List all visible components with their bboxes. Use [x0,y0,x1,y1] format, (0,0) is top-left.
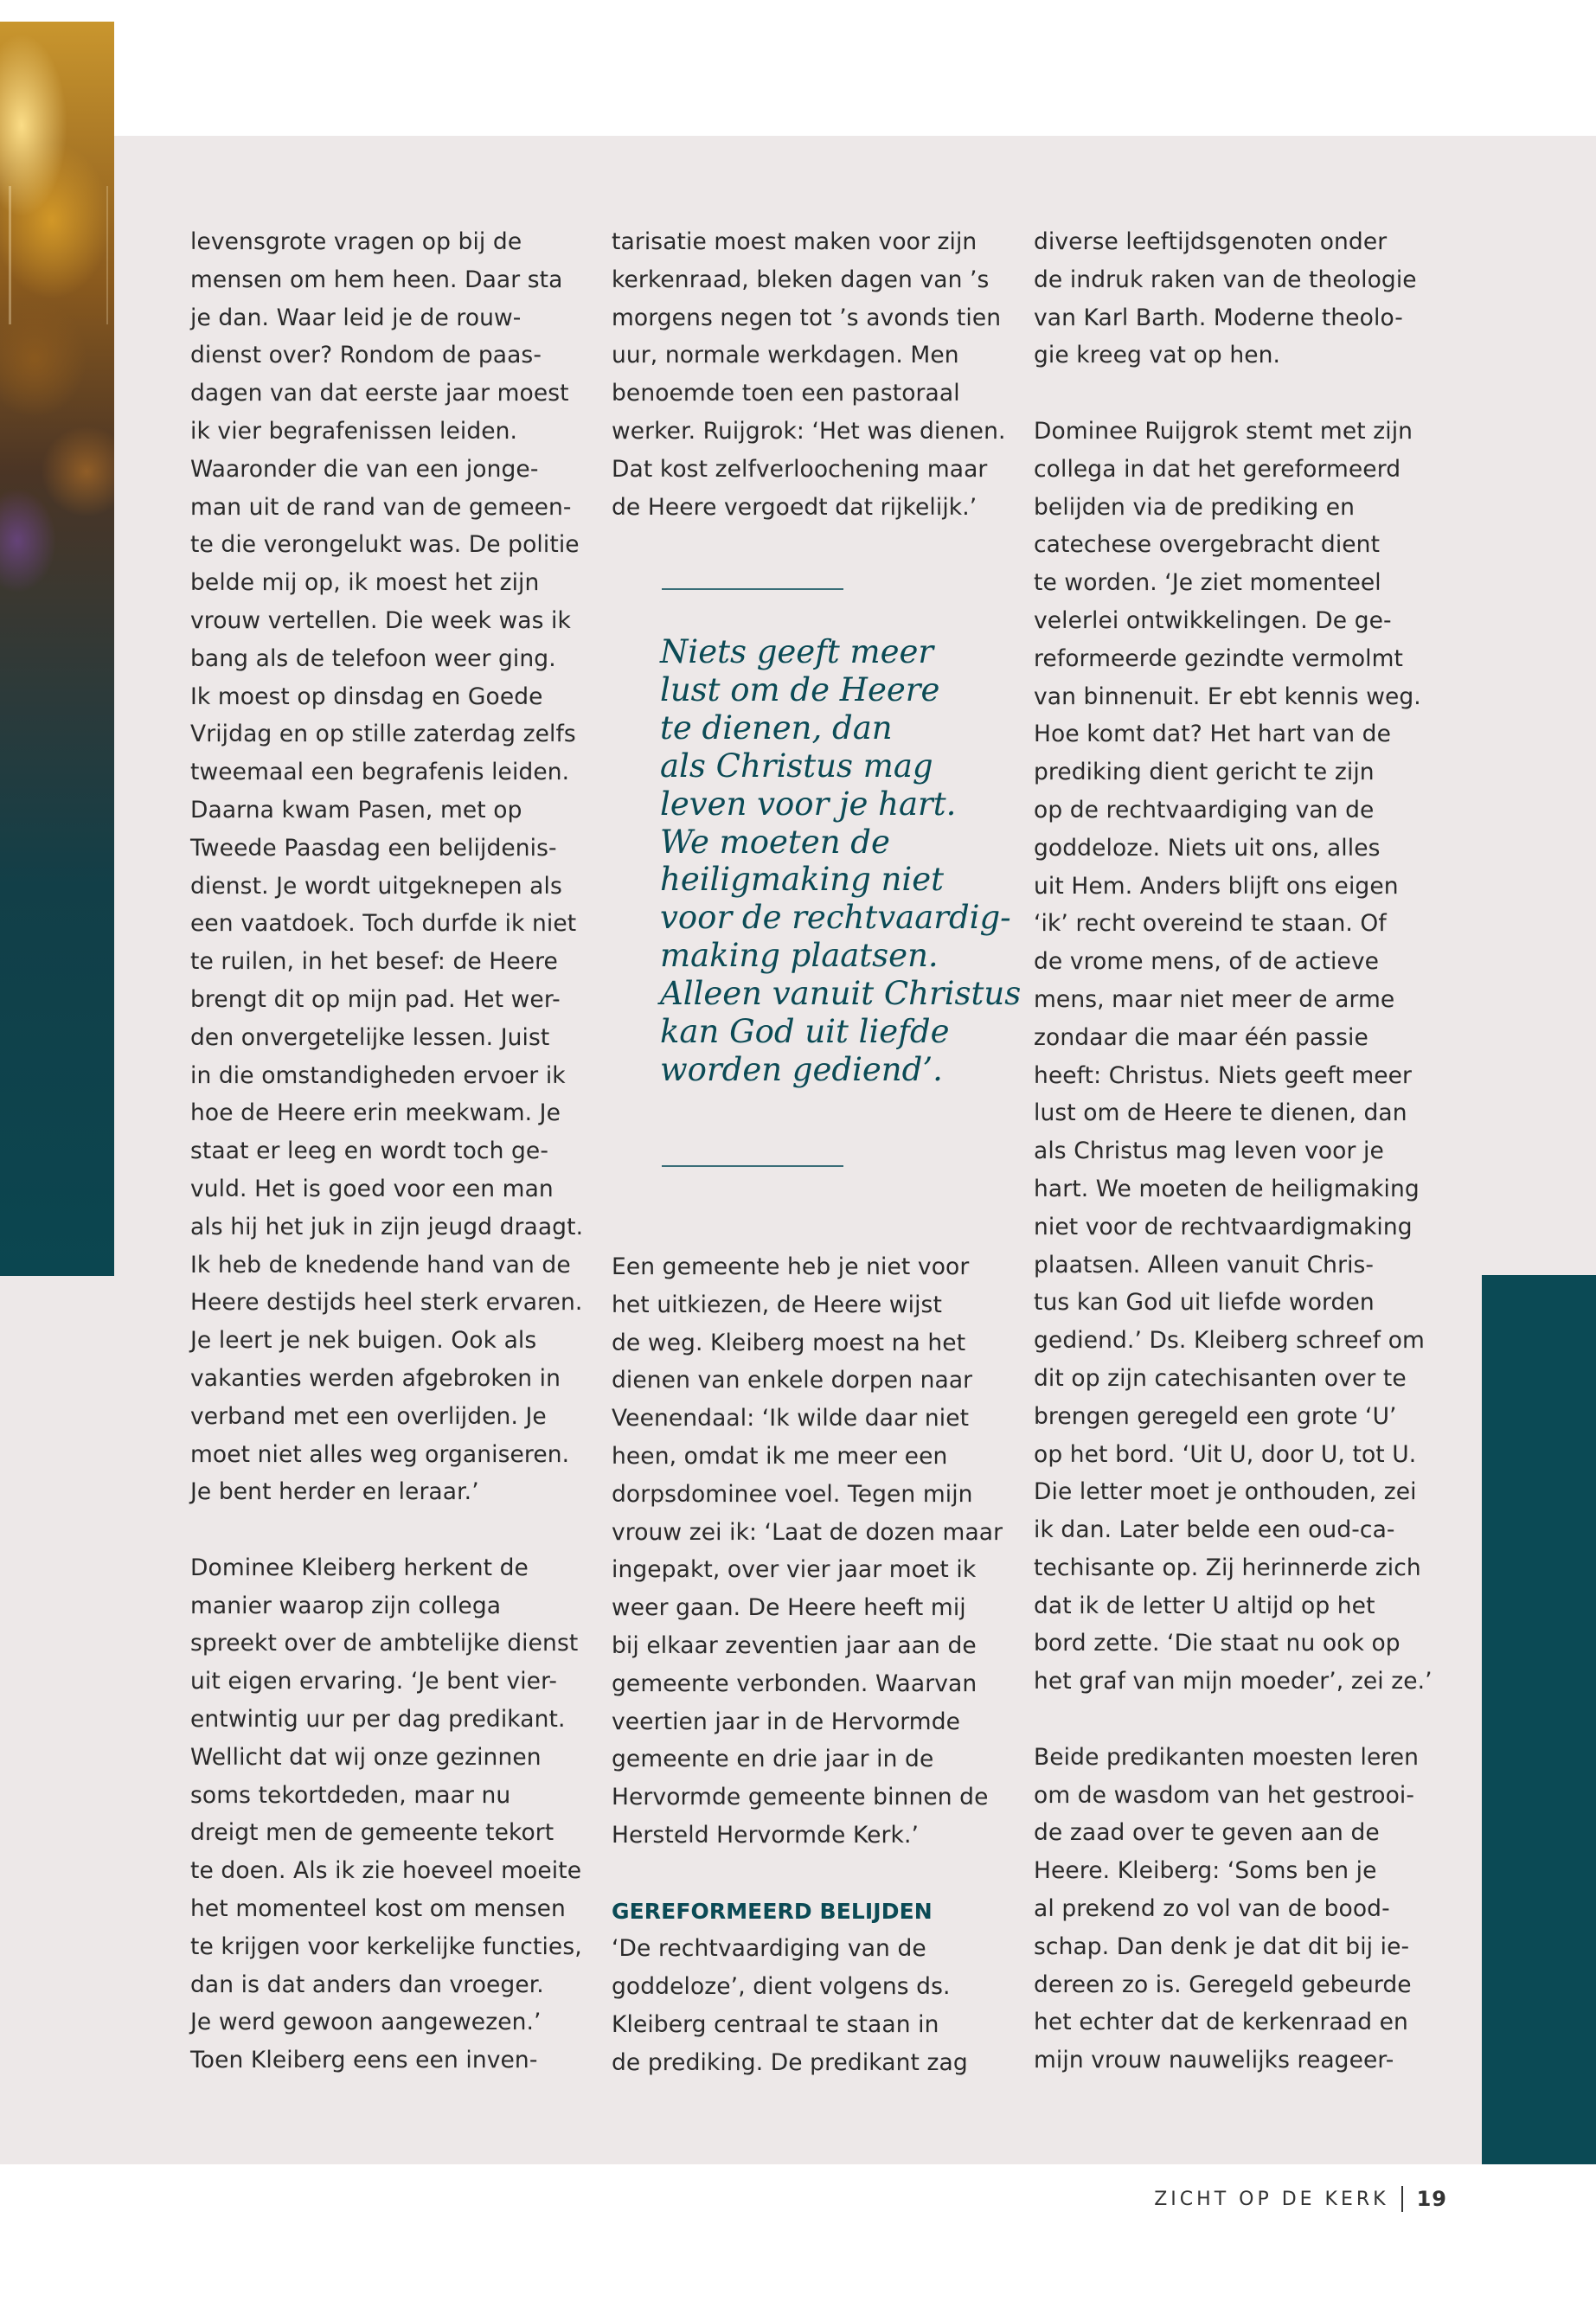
text-line: mens, maar niet meer de arme [1034,985,1395,1013]
text-line: worden gediend’. [660,1050,943,1088]
pull-quote-rule-bottom [662,1165,843,1167]
text-line: heen, omdat ik me meer een [612,1442,948,1470]
text-line: de zaad over te geven aan de [1034,1819,1380,1847]
text-line: Waaronder die van een jonge- [190,455,539,483]
text-line: vrouw zei ik: ‘Laat de dozen maar [612,1518,1003,1546]
text-line: goddeloze. Niets uit ons, alles [1034,834,1381,862]
text-line: Dominee Ruijgrok stemt met zijn [1034,417,1413,445]
text-line: Hersteld Hervormde Kerk.’ [612,1821,919,1849]
text-line: Ik moest op dinsdag en Goede [190,683,543,710]
text-line: zondaar die maar één passie [1034,1023,1368,1051]
text-line: ik vier begrafenissen leiden. [190,417,518,445]
text-column-1 [190,223,584,2080]
text-line: morgens negen tot ’s avonds tien [612,304,1002,331]
text-line: manier waarop zijn collega [190,1592,502,1619]
text-line: bang als de telefoon weer ging. [190,644,556,672]
article-photo-strip [0,22,114,1276]
text-line: als Christus mag [660,747,933,785]
text-line: vrouw vertellen. Die week was ik [190,606,571,634]
text-line: Wellicht dat wij onze gezinnen [190,1743,542,1771]
text-line: Ik heb de knedende hand van de [190,1251,571,1279]
text-line: Alleen vanuit Christus [660,975,1022,1013]
text-line: gie kreeg vat op hen. [1034,342,1281,369]
column-2-body [612,1248,1003,1855]
text-line: Veenendaal: ‘Ik wilde daar niet [612,1405,970,1433]
text-line: entwintig uur per dag predikant. [190,1706,566,1734]
text-line: Dominee Kleiberg herkent de [190,1554,529,1581]
text-line: de Heere vergoedt dat rijkelijk.’ [612,493,977,521]
text-line: uit eigen ervaring. ‘Je bent vier- [190,1668,558,1695]
text-line: ‘De rechtvaardiging van de [612,1935,926,1963]
text-line: brengen geregeld een grote ‘U’ [1034,1402,1397,1430]
text-line: diverse leeftijdsgenoten onder [1034,228,1388,255]
text-line: dit op zijn catechisanten over te [1034,1364,1407,1392]
text-line: werker. Ruijgrok: ‘Het was dienen. [612,417,1006,445]
text-line: dagen van dat eerste jaar moest [190,380,569,407]
text-line: Toen Kleiberg eens een inven- [190,2047,538,2074]
text-line: dat ik de letter U altijd op het [1034,1592,1375,1619]
text-line: dan is dat anders dan vroeger. [190,1971,544,1998]
text-line: Kleiberg centraal te staan in [612,2010,939,2038]
text-line: Een gemeente heb je niet voor [612,1253,970,1280]
text-line: weer gaan. De Heere heeft mij [612,1594,966,1622]
text-line: ingepakt, over vier jaar moet ik [612,1556,977,1584]
text-line: tus kan God uit liefde worden [1034,1289,1375,1317]
text-line: Hoe komt dat? Het hart van de [1034,721,1392,748]
text-line: vakanties werden afgebroken in [190,1364,561,1392]
text-line: dienst over? Rondom de paas- [190,342,542,369]
text-line: hart. We moeten de heiligmaking [1034,1175,1420,1202]
text-line: Die letter moet je onthouden, zei [1034,1478,1417,1506]
text-line: dienen van enkele dorpen naar [612,1367,973,1394]
text-line: Dat kost zelfverloochening maar [612,455,988,483]
paragraph-gap [1034,375,1414,413]
text-line: den onvergetelijke lessen. Juist [190,1023,550,1051]
text-line: uur, normale werkdagen. Men [612,342,959,369]
text-line: dienst. Je wordt uitgeknepen als [190,872,562,900]
pull-quote [660,633,1022,1089]
text-line: in die omstandigheden ervoer ik [190,1061,566,1089]
paragraph-gap [1034,1701,1414,1739]
text-line: belde mij op, ik moest het zijn [190,569,540,597]
text-line: ik dan. Later belde een oud-ca- [1034,1516,1395,1544]
text-line: het echter dat de kerkenraad en [1034,2009,1408,2036]
text-line: voor de rechtvaardig- [660,899,1011,937]
text-line: brengt dit op mijn pad. Het wer- [190,985,561,1013]
text-line: levensgrote vragen op bij de [190,228,522,255]
section-heading: GEREFORMEERD BELIJDEN [612,1898,933,1924]
text-line: Hervormde gemeente binnen de [612,1784,989,1811]
text-line: catechese overgebracht dient [1034,531,1381,559]
text-line: verband met een overlijden. Je [190,1402,547,1430]
text-line: gediend.’ Ds. Kleiberg schreef om [1034,1327,1425,1355]
text-line: mijn vrouw nauwelijks reageer- [1034,2047,1394,2074]
text-line: tarisatie moest maken voor zijn [612,228,977,255]
text-line: heiligmaking niet [660,861,945,899]
column-2-after-heading [612,1930,992,2081]
text-line: om de wasdom van het gestrooi- [1034,1781,1415,1809]
text-line: Niets geeft meer [660,633,934,670]
text-line: collega in dat het gereformeerd [1034,455,1401,483]
text-line: van Karl Barth. Moderne theolo- [1034,304,1403,331]
text-line: Vrijdag en op stille zaterdag zelfs [190,721,576,748]
pull-quote-rule-top [662,588,843,590]
text-line: mensen om hem heen. Daar sta [190,266,563,293]
text-line: Je bent herder en leraar.’ [190,1478,479,1506]
text-line: als Christus mag leven voor je [1034,1138,1384,1165]
text-line: making plaatsen. [660,937,939,975]
text-line: staat er leeg en wordt toch ge- [190,1138,548,1165]
text-line: op de rechtvaardiging van de [1034,796,1375,824]
decorative-teal-block [1482,1275,1596,2164]
text-line: velerlei ontwikkelingen. De ge- [1034,606,1392,634]
text-line: kerkenraad, bleken dagen van ’s [612,266,990,293]
text-line: Beide predikanten moesten leren [1034,1743,1420,1771]
text-line: te die verongelukt was. De politie [190,531,580,559]
text-line: spreekt over de ambtelijke dienst [190,1630,579,1657]
text-line: Daarna kwam Pasen, met op [190,796,522,824]
text-column-2-top [612,223,1006,526]
text-line: prediking dient gericht te zijn [1034,759,1375,786]
text-line: het momenteel kost om mensen [190,1895,566,1923]
text-line: Tweede Paasdag een belijdenis- [190,834,557,862]
text-line: benoemde toen een pastoraal [612,380,960,407]
page-number: 19 [1416,2187,1447,2211]
text-line: ‘ik’ recht overeind te staan. Of [1034,910,1387,938]
paragraph-gap [190,1511,571,1549]
text-line: techisante op. Zij herinnerde zich [1034,1554,1421,1581]
text-line: hoe de Heere erin meekwam. Je [190,1099,561,1127]
text-line: lust om de Heere [660,670,940,708]
text-line: te krijgen voor kerkelijke functies, [190,1932,582,1960]
text-line: al prekend zo vol van de bood- [1034,1895,1390,1923]
text-line: dreigt men de gemeente tekort [190,1819,554,1847]
text-line: de vrome mens, of de actieve [1034,948,1380,976]
text-column-2-bottom [612,1248,1003,2082]
photo-detail [9,186,108,324]
text-line: van binnenuit. Er ebt kennis weg. [1034,683,1421,710]
text-line: belijden via de prediking en [1034,493,1356,521]
text-line: moet niet alles weg organiseren. [190,1440,570,1468]
text-line: bij elkaar zeventien jaar aan de [612,1631,977,1659]
text-line: dereen zo is. Geregeld gebeurde [1034,1971,1412,1998]
text-line: veertien jaar in de Hervormde [612,1708,961,1735]
text-line: We moeten de [660,823,890,861]
text-line: tweemaal een begrafenis leiden. [190,759,570,786]
text-line: dorpsdominee voel. Tegen mijn [612,1480,973,1508]
text-line: het uitkiezen, de Heere wijst [612,1291,942,1318]
text-line: kan God uit liefde [660,1013,950,1051]
text-line: je dan. Waar leid je de rouw- [190,304,522,331]
text-line: gemeente en drie jaar in de [612,1746,934,1773]
text-line: Heere. Kleiberg: ‘Soms ben je [1034,1857,1377,1885]
text-line: als hij het juk in zijn jeugd draagt. [190,1213,584,1240]
text-line: de indruk raken van de theologie [1034,266,1417,293]
text-column-3 [1034,223,1433,2080]
text-line: een vaatdoek. Toch durfde ik niet [190,910,577,938]
text-line: op het bord. ‘Uit U, door U, tot U. [1034,1440,1417,1468]
text-line: te ruilen, in het besef: de Heere [190,948,558,976]
text-line: Je werd gewoon aangewezen.’ [190,2009,542,2036]
text-line: Je leert je nek buigen. Ook als [190,1327,537,1355]
text-line: Heere destijds heel sterk ervaren. [190,1289,583,1317]
text-line: gemeente verbonden. Waarvan [612,1670,977,1697]
text-line: het graf van mijn moeder’, zei ze.’ [1034,1668,1433,1695]
text-line: te worden. ‘Je ziet momenteel [1034,569,1381,597]
text-line: niet voor de rechtvaardigmaking [1034,1213,1413,1240]
page-footer [1154,2184,1447,2214]
text-line: man uit de rand van de gemeen- [190,493,572,521]
text-line: reformeerde gezindte vermolmt [1034,644,1404,672]
text-line: goddeloze’, dient volgens ds. [612,1973,951,2001]
text-line: lust om de Heere te dienen, dan [1034,1099,1407,1127]
footer-divider [1401,2186,1403,2212]
text-line: te dienen, dan [660,708,893,747]
magazine-name: ZICHT OP DE KERK [1154,2188,1389,2210]
text-line: uit Hem. Anders blijft ons eigen [1034,872,1399,900]
text-line: leven voor je hart. [660,785,957,823]
text-line: plaatsen. Alleen vanuit Chris- [1034,1251,1375,1279]
text-line: te doen. Als ik zie hoeveel moeite [190,1857,582,1885]
text-line: heeft: Christus. Niets geeft meer [1034,1061,1413,1089]
text-line: de weg. Kleiberg moest na het [612,1329,966,1356]
text-line: schap. Dan denk je dat dit bij ie- [1034,1932,1410,1960]
text-line: de prediking. De predikant zag [612,2048,968,2076]
text-line: soms tekortdeden, maar nu [190,1781,511,1809]
text-line: vuld. Het is goed voor een man [190,1175,554,1202]
text-line: bord zette. ‘Die staat nu ook op [1034,1630,1401,1657]
